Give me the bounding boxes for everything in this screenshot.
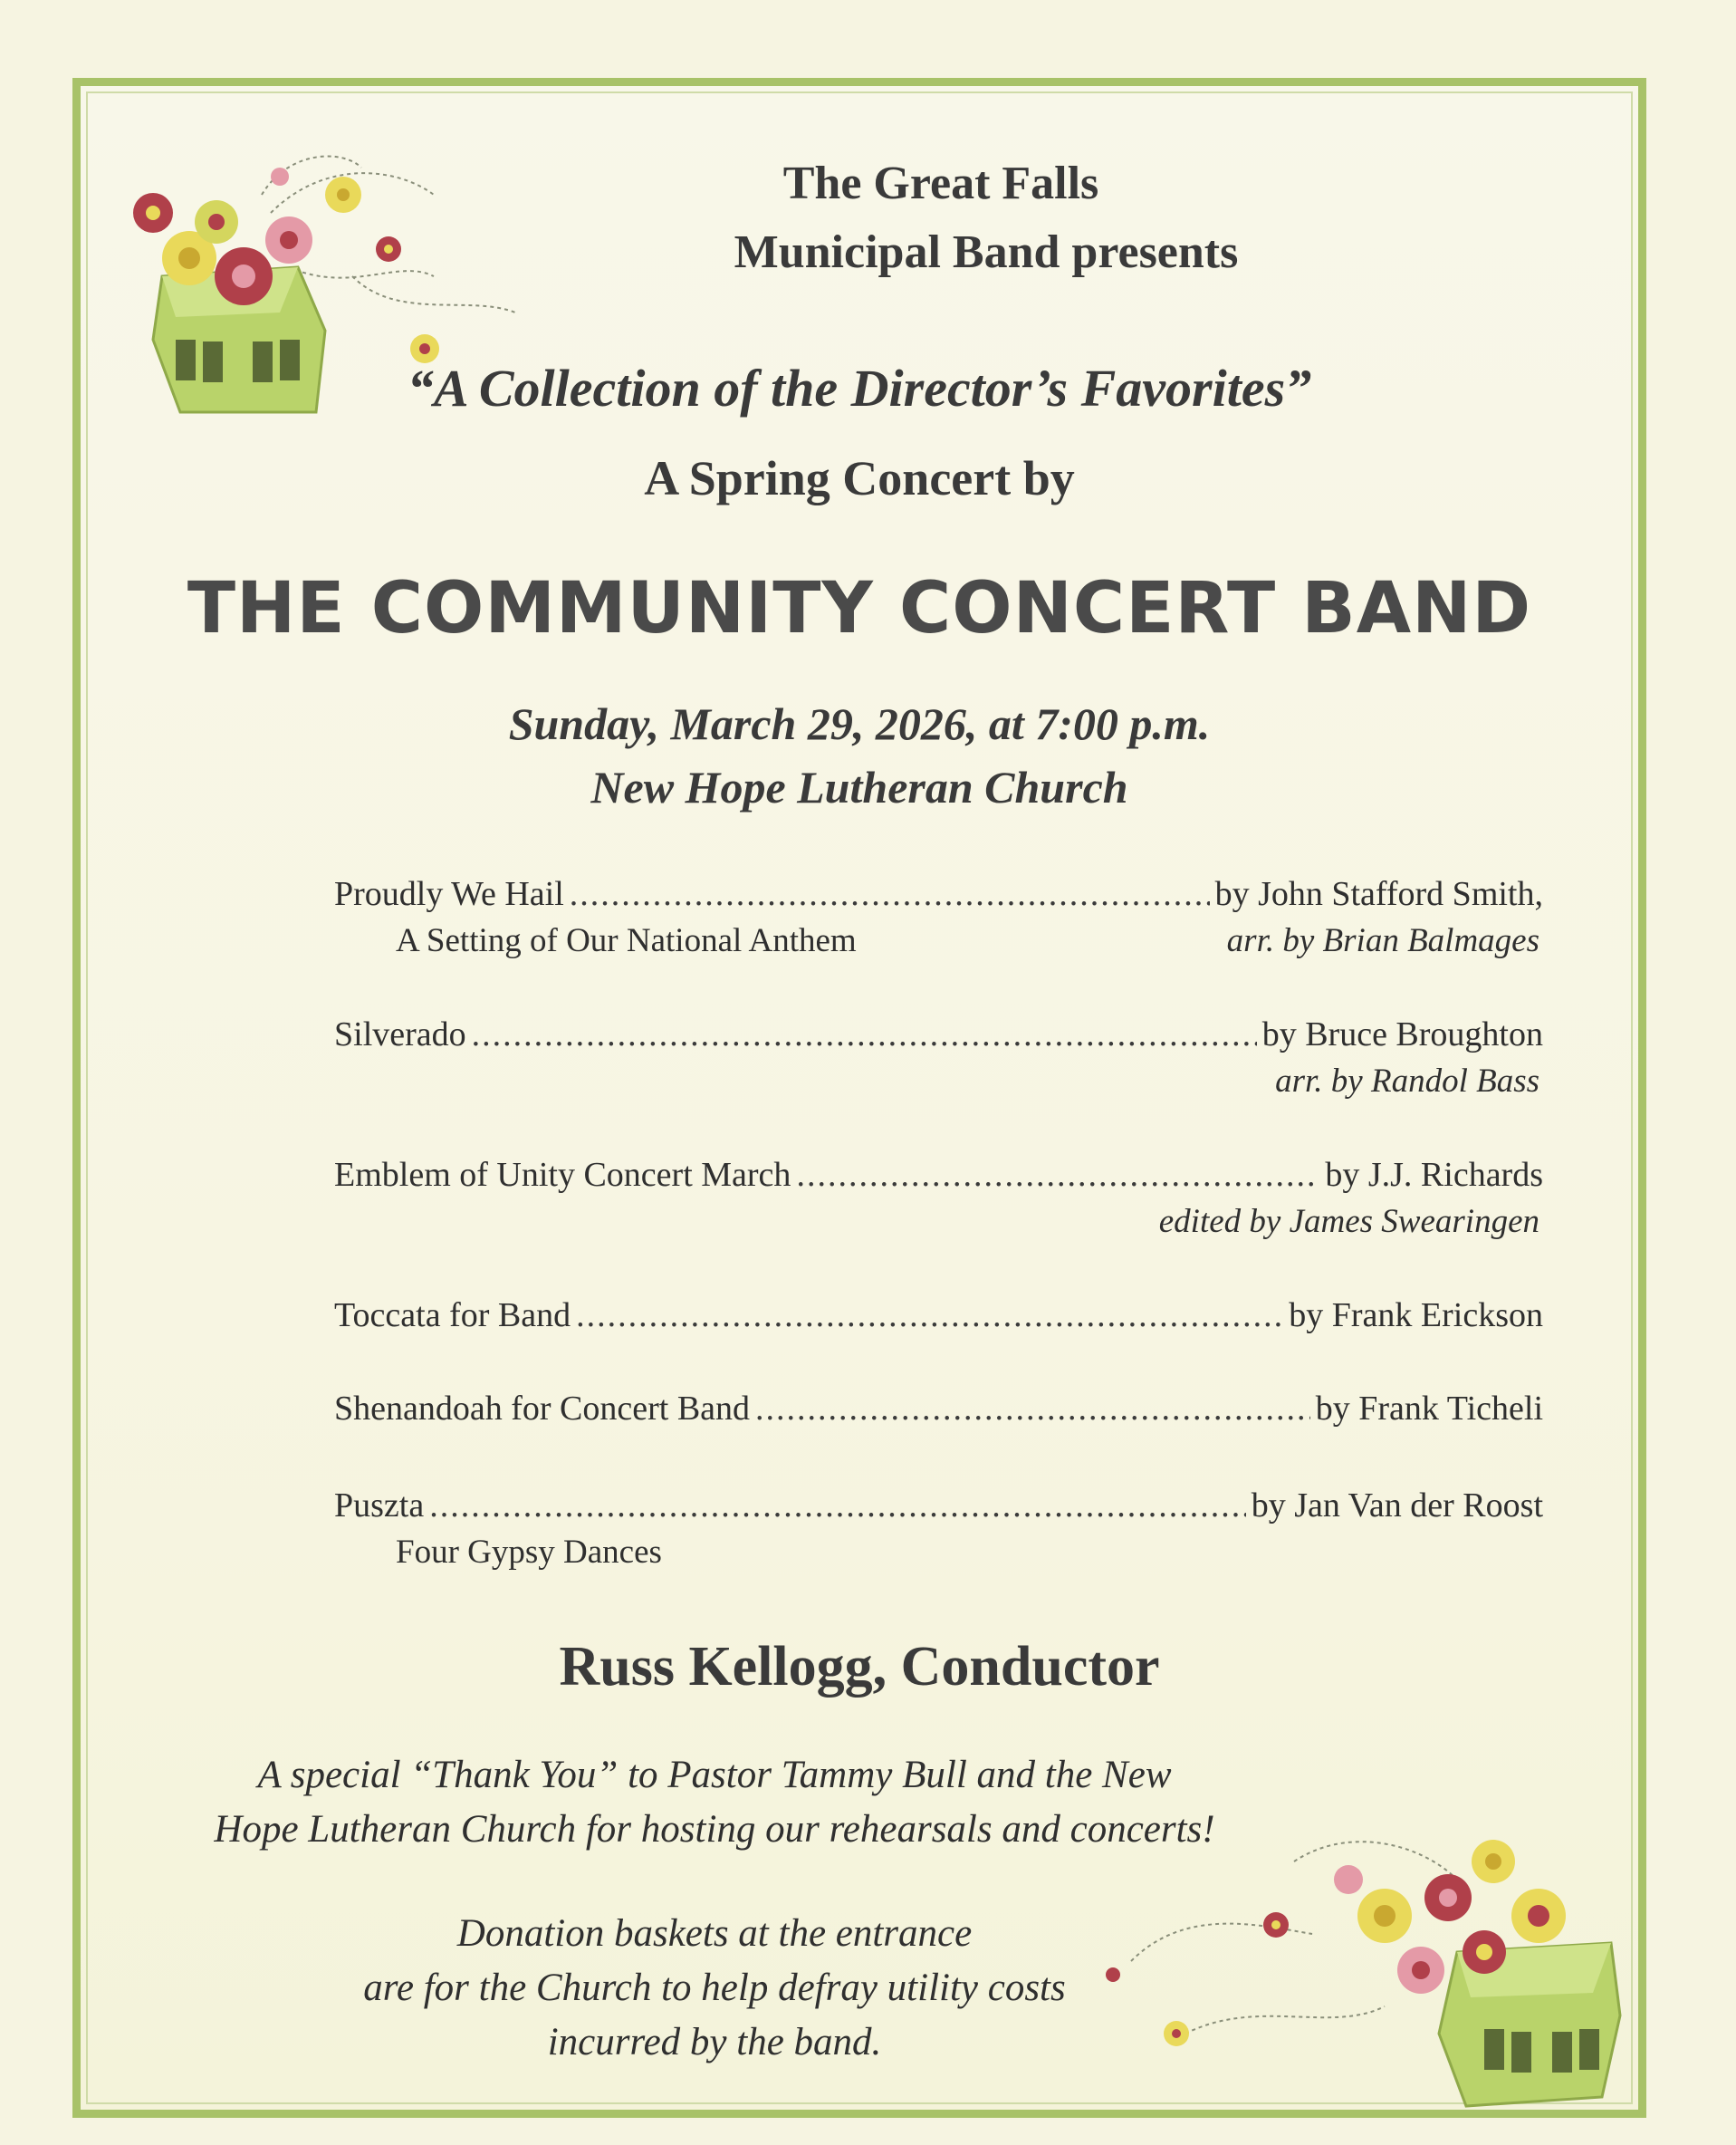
arranger: arr. by Randol Bass [1275, 1063, 1539, 1100]
piece-title: Toccata for Band [334, 1296, 571, 1334]
dot-leader [576, 1295, 1283, 1335]
piece-subtitle: A Setting of Our National Anthem [396, 922, 857, 959]
composer: by John Stafford Smith, [1214, 875, 1543, 913]
thank-you-line-2: Hope Lutheran Church for hosting our rehearsals and concerts! [214, 1808, 1215, 1851]
concert-subtitle-quote: “A Collection of the Director’s Favorites” [407, 359, 1312, 418]
concert-subtitle-line: A Spring Concert by [644, 451, 1075, 505]
piece-title: Proudly We Hail [334, 875, 564, 913]
arranger: arr. by Brian Balmages [1226, 922, 1539, 959]
composer: by J.J. Richards [1325, 1156, 1543, 1194]
program-item [334, 1155, 1543, 1241]
dot-leader [472, 1015, 1257, 1054]
thank-you-note [117, 1748, 1312, 1857]
program-item [334, 1486, 1543, 1572]
program-item [334, 1389, 1543, 1428]
piece-title: Puszta [334, 1486, 425, 1525]
presenter-line-1: The Great Falls [782, 158, 1099, 209]
concert-date-time: Sunday, March 29, 2026, at 7:00 p.m. [508, 698, 1211, 749]
dot-leader [755, 1389, 1310, 1428]
piece-title: Silverado [334, 1015, 466, 1053]
program-frame [72, 78, 1646, 2118]
piece-title: Emblem of Unity Concert March [334, 1156, 791, 1194]
donation-line-2: are for the Church to help defray utility costs [363, 1967, 1066, 2009]
donation-line-3: incurred by the band. [547, 2021, 882, 2063]
thank-you-line-1: A special “Thank You” to Pastor Tammy Bull and the New [257, 1754, 1172, 1796]
program-item [334, 874, 1543, 960]
dot-leader [796, 1155, 1319, 1195]
piece-title: Shenandoah for Concert Band [334, 1390, 751, 1428]
composer: by Frank Ticheli [1315, 1390, 1543, 1428]
conductor-name: Russ Kellogg, Conductor [559, 1636, 1160, 1698]
dot-leader [429, 1486, 1246, 1525]
composer: by Bruce Broughton [1261, 1015, 1543, 1053]
composer: by Frank Erickson [1289, 1296, 1543, 1334]
dot-leader [570, 874, 1210, 914]
program-item [334, 1015, 1543, 1101]
editor: edited by James Swearingen [1158, 1203, 1539, 1240]
donation-line-1: Donation baskets at the entrance [456, 1912, 973, 1955]
presenter-line-2: Municipal Band presents [734, 226, 1239, 278]
piece-subtitle: Four Gypsy Dances [396, 1534, 662, 1571]
band-name: THE COMMUNITY CONCERT BAND [187, 568, 1532, 649]
donation-note [262, 1907, 1167, 2070]
program-item [334, 1295, 1543, 1335]
composer: by Jan Van der Roost [1251, 1486, 1543, 1525]
concert-venue: New Hope Lutheran Church [590, 762, 1128, 813]
